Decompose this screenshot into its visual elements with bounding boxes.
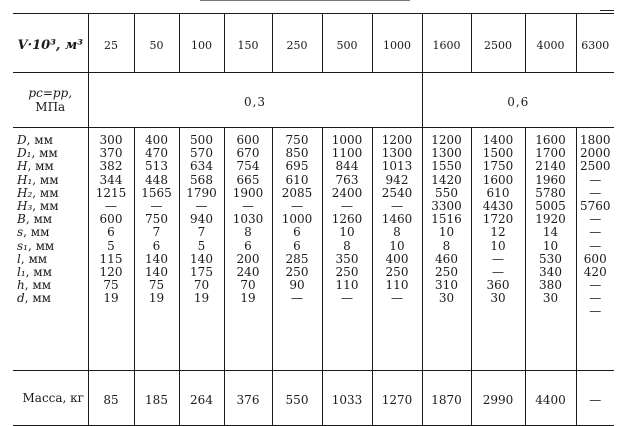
dimension-value: 30 bbox=[438, 291, 455, 306]
dimension-value: — bbox=[291, 291, 303, 306]
mass-label-cell bbox=[13, 371, 88, 426]
dimension-value: 1300 bbox=[431, 146, 462, 161]
dimension-value: 2400 bbox=[331, 185, 363, 200]
dimension-value: — bbox=[341, 198, 353, 213]
mass-cell bbox=[134, 371, 179, 426]
dimension-value: 610 bbox=[285, 172, 309, 187]
dimension-value: 1750 bbox=[482, 159, 514, 174]
dimension-value: 754 bbox=[236, 159, 260, 174]
mass-value: 1270 bbox=[381, 392, 413, 407]
dimension-value: — bbox=[589, 238, 602, 253]
dimension-value: 350 bbox=[335, 251, 359, 266]
dimension-value: 550 bbox=[435, 185, 458, 200]
dimension-value: 110 bbox=[385, 278, 409, 293]
dimension-value: 6 bbox=[293, 238, 301, 253]
pressure-row bbox=[13, 73, 614, 128]
volume-header-cell bbox=[13, 14, 88, 73]
volume-value: 1000 bbox=[383, 38, 411, 52]
dimension-value bbox=[135, 305, 179, 318]
dimension-value: 1900 bbox=[232, 185, 264, 200]
dimension-value: — bbox=[589, 291, 602, 306]
dimension-value: 6 bbox=[293, 225, 301, 240]
dimension-unit: , мм bbox=[27, 159, 54, 174]
dimension-value: 942 bbox=[385, 172, 409, 187]
pressure-value-high: 0,6 bbox=[507, 94, 530, 109]
dimension-symbol: D₁ bbox=[17, 146, 32, 161]
dimension-value: 300 bbox=[99, 133, 123, 147]
volume-value: 2500 bbox=[484, 38, 512, 52]
dimension-value: 750 bbox=[145, 212, 168, 227]
dimension-column bbox=[322, 128, 372, 371]
dimension-symbol: H₂ bbox=[17, 185, 33, 200]
pressure-group-low bbox=[88, 73, 422, 128]
dimension-value: 120 bbox=[99, 264, 123, 279]
dimension-value: 90 bbox=[289, 278, 305, 293]
dimension-value: 2540 bbox=[381, 185, 413, 200]
dimension-value: 1100 bbox=[331, 146, 363, 161]
dimension-value: 600 bbox=[583, 251, 607, 266]
dimension-value: 10 bbox=[490, 238, 506, 253]
dimension-value: 1215 bbox=[95, 185, 127, 200]
volume-value: 1600 bbox=[432, 38, 461, 52]
dimension-unit: , мм bbox=[32, 198, 59, 213]
dimension-value: 175 bbox=[190, 264, 213, 279]
dimension-value: 110 bbox=[335, 278, 359, 293]
dimension-value: 530 bbox=[539, 251, 562, 266]
pressure-unit: МПа bbox=[35, 100, 66, 114]
volume-value: 25 bbox=[104, 38, 118, 52]
mass-row bbox=[13, 371, 614, 426]
dimension-value: 1200 bbox=[381, 133, 413, 147]
dimension-unit: , мм bbox=[32, 185, 59, 200]
volume-cell bbox=[471, 14, 525, 73]
dimension-value: — bbox=[150, 198, 163, 213]
dimension-value: 3300 bbox=[431, 198, 462, 213]
dimension-value: 670 bbox=[236, 146, 260, 161]
dimension-value: 695 bbox=[285, 159, 309, 174]
dimension-value: 5 bbox=[107, 238, 115, 253]
mass-value: 264 bbox=[190, 392, 213, 407]
dimension-value: 19 bbox=[148, 291, 165, 306]
dimension-value: 568 bbox=[190, 172, 213, 187]
dimension-value: — bbox=[492, 264, 504, 279]
dimension-symbol: s₁ bbox=[17, 238, 28, 253]
dimension-value: — bbox=[341, 291, 353, 306]
mass-value: 1033 bbox=[331, 392, 363, 407]
dimension-value: 448 bbox=[145, 172, 168, 187]
dimension-value: 400 bbox=[145, 133, 168, 147]
dimension-unit: , мм bbox=[31, 146, 58, 161]
dimension-value: 140 bbox=[145, 251, 168, 266]
mass-cell bbox=[576, 371, 614, 426]
dimensions-row bbox=[13, 128, 614, 371]
dimension-value: 1400 bbox=[482, 133, 514, 147]
dimension-value: 10 bbox=[339, 225, 355, 240]
dimension-value: — bbox=[195, 198, 208, 213]
dimension-value: 1565 bbox=[141, 185, 172, 200]
dimension-column bbox=[272, 128, 322, 371]
dimension-unit: , мм bbox=[24, 278, 52, 293]
top-right-dash bbox=[600, 10, 614, 11]
dimension-value: 400 bbox=[385, 251, 409, 266]
dimension-unit: , мм bbox=[24, 291, 51, 306]
dimension-value: — bbox=[242, 198, 254, 213]
dimension-value: 380 bbox=[539, 278, 562, 293]
dimension-value: 250 bbox=[435, 264, 458, 279]
dimension-value: 470 bbox=[145, 146, 168, 161]
pressure-group-high bbox=[422, 73, 614, 128]
dimension-value: 250 bbox=[335, 264, 359, 279]
volume-cell bbox=[372, 14, 422, 73]
dimension-value: 7 bbox=[197, 225, 206, 240]
mass-value: 85 bbox=[103, 392, 119, 407]
dimension-value: — bbox=[589, 185, 602, 200]
dimension-value: 8 bbox=[393, 225, 401, 240]
dimension-value: 1000 bbox=[331, 133, 363, 147]
dimension-value: 250 bbox=[285, 264, 309, 279]
dimension-value: 140 bbox=[190, 251, 213, 266]
dimension-value: 1600 bbox=[535, 133, 566, 147]
dimension-value: 1720 bbox=[482, 212, 514, 227]
dimension-value: 1550 bbox=[431, 159, 462, 174]
volume-value: 500 bbox=[336, 38, 358, 52]
mass-cell bbox=[525, 371, 576, 426]
dimension-value: 310 bbox=[435, 278, 458, 293]
volume-value: 250 bbox=[286, 38, 308, 52]
dimension-value: 19 bbox=[103, 291, 119, 306]
dimension-value: 1600 bbox=[482, 172, 514, 187]
dimension-value: 1516 bbox=[431, 212, 462, 227]
mass-label: Масса, кг bbox=[22, 391, 84, 405]
dimension-symbol: B bbox=[17, 212, 26, 227]
dimension-column bbox=[576, 128, 614, 371]
dimension-value: — bbox=[589, 212, 602, 227]
dimension-value: 8 bbox=[343, 238, 351, 253]
top-border-mark bbox=[200, 0, 410, 4]
dimension-unit: , мм bbox=[25, 264, 52, 279]
dimension-value: 420 bbox=[583, 264, 607, 279]
mass-value: 1870 bbox=[431, 392, 462, 407]
dimension-value: 1000 bbox=[281, 212, 313, 227]
dimension-value: 5780 bbox=[535, 185, 566, 200]
dimension-value: 200 bbox=[236, 251, 260, 266]
dimension-label-list bbox=[13, 134, 88, 305]
dimension-symbol: l bbox=[17, 251, 21, 266]
dimension-column bbox=[134, 128, 179, 371]
dimension-value: 460 bbox=[435, 251, 458, 266]
dimension-value: — bbox=[589, 172, 602, 187]
volume-value: 4000 bbox=[536, 38, 565, 52]
dimension-value: 5005 bbox=[535, 198, 566, 213]
dimension-value: — bbox=[492, 251, 504, 266]
volume-cell bbox=[322, 14, 372, 73]
dimension-value: 1200 bbox=[431, 133, 462, 147]
dimension-value: 10 bbox=[389, 238, 405, 253]
dimension-value: 513 bbox=[145, 159, 168, 174]
dimension-column bbox=[224, 128, 272, 371]
dimension-value: 340 bbox=[539, 264, 562, 279]
dimension-value bbox=[526, 305, 576, 318]
dimension-value: 1500 bbox=[482, 146, 514, 161]
volume-cell bbox=[224, 14, 272, 73]
dimension-unit: , мм bbox=[32, 172, 59, 187]
dimension-value: 75 bbox=[103, 278, 119, 293]
mass-value: — bbox=[589, 392, 602, 407]
dimension-value: — bbox=[391, 198, 403, 213]
dimension-value: 2000 bbox=[579, 146, 611, 161]
dimension-value bbox=[225, 305, 272, 318]
volume-cell bbox=[272, 14, 322, 73]
specification-table bbox=[13, 13, 614, 426]
volume-header-row bbox=[13, 14, 614, 73]
dimension-unit: , мм bbox=[25, 212, 53, 227]
dimension-value bbox=[89, 305, 134, 318]
dimension-symbol: l₁ bbox=[17, 264, 26, 279]
dimension-value: 610 bbox=[486, 185, 510, 200]
dimension-column bbox=[88, 128, 134, 371]
dimension-column bbox=[422, 128, 471, 371]
dimension-value: 750 bbox=[285, 133, 309, 147]
dimension-value: — bbox=[105, 198, 117, 213]
dimension-value: 940 bbox=[190, 212, 213, 227]
dimension-value: 1960 bbox=[535, 172, 566, 187]
dimension-unit: , мм bbox=[26, 133, 53, 147]
dimension-labels-cell bbox=[13, 128, 88, 371]
dimension-value bbox=[373, 305, 422, 318]
dimension-value: — bbox=[589, 278, 602, 293]
pressure-value-low: 0,3 bbox=[243, 94, 267, 109]
dimension-value: — bbox=[291, 198, 303, 213]
dimension-value: 19 bbox=[193, 291, 210, 306]
dimension-value: 665 bbox=[236, 172, 260, 187]
dimension-value: 850 bbox=[285, 146, 309, 161]
mass-cell bbox=[272, 371, 322, 426]
volume-value: 6300 bbox=[581, 38, 610, 52]
dimension-value: 1420 bbox=[431, 172, 462, 187]
dimension-value: — bbox=[391, 291, 403, 306]
dimension-value: 75 bbox=[148, 278, 165, 293]
dimension-value: 70 bbox=[240, 278, 256, 293]
dimension-value: 1920 bbox=[535, 212, 566, 227]
mass-cell bbox=[179, 371, 224, 426]
dimension-value: 600 bbox=[236, 133, 260, 147]
dimension-value: 30 bbox=[490, 291, 506, 306]
dimension-symbol: H₁ bbox=[17, 172, 33, 187]
dimension-unit: , мм bbox=[20, 251, 48, 266]
dimension-value: — bbox=[589, 225, 602, 240]
dimension-unit: , мм bbox=[23, 225, 50, 240]
dimension-value: 8 bbox=[442, 238, 451, 253]
dimension-value: 1800 bbox=[579, 133, 611, 147]
dimension-value: 570 bbox=[190, 146, 213, 161]
dimension-value bbox=[323, 305, 372, 318]
dimension-value: 1030 bbox=[232, 212, 264, 227]
dimension-value: 634 bbox=[190, 159, 213, 174]
dimension-value: 6 bbox=[244, 238, 252, 253]
dimension-column bbox=[372, 128, 422, 371]
dimension-value bbox=[273, 305, 322, 318]
dimension-value: 844 bbox=[335, 159, 359, 174]
dimension-unit: , мм bbox=[27, 238, 55, 253]
volume-cell bbox=[576, 14, 614, 73]
dimension-value: 14 bbox=[542, 225, 559, 240]
dimension-value: — bbox=[589, 304, 602, 319]
dimension-value: 12 bbox=[490, 225, 506, 240]
mass-value: 2990 bbox=[482, 392, 514, 407]
dimension-value: 382 bbox=[99, 159, 123, 174]
mass-cell bbox=[471, 371, 525, 426]
dimension-value: 370 bbox=[99, 146, 123, 161]
volume-value: 50 bbox=[149, 38, 164, 52]
dimension-value: 19 bbox=[240, 291, 256, 306]
dimension-value: 1013 bbox=[381, 159, 413, 174]
dimension-value: 2085 bbox=[281, 185, 313, 200]
dimension-value: 2500 bbox=[579, 159, 611, 174]
dimension-symbol: H₃ bbox=[17, 198, 33, 213]
volume-value: 150 bbox=[237, 38, 259, 52]
volume-cell bbox=[422, 14, 471, 73]
dimension-value: 5 bbox=[197, 238, 206, 253]
dimension-value: 6 bbox=[152, 238, 161, 253]
dimension-column bbox=[471, 128, 525, 371]
dimension-symbol: H bbox=[17, 159, 28, 174]
dimension-value: 1260 bbox=[331, 212, 363, 227]
dimension-value bbox=[180, 305, 224, 318]
dimension-value: 2140 bbox=[535, 159, 566, 174]
mass-value: 4400 bbox=[535, 392, 566, 407]
dimension-value: 240 bbox=[236, 264, 260, 279]
dimension-column bbox=[525, 128, 576, 371]
dimension-value: 285 bbox=[285, 251, 309, 266]
volume-cell bbox=[179, 14, 224, 73]
dimension-label bbox=[17, 292, 88, 305]
volume-cell bbox=[88, 14, 134, 73]
volume-header-label: V·10³, м³ bbox=[17, 37, 83, 53]
pressure-label-cell bbox=[13, 73, 88, 128]
dimension-value: 600 bbox=[99, 212, 123, 227]
dimension-value: 1790 bbox=[186, 185, 217, 200]
dimension-value bbox=[423, 305, 471, 318]
dimension-symbol: D bbox=[17, 133, 27, 147]
mass-cell bbox=[224, 371, 272, 426]
dimension-value: 1460 bbox=[381, 212, 413, 227]
dimension-value: 250 bbox=[385, 264, 409, 279]
dimension-value: 70 bbox=[193, 278, 210, 293]
mass-value: 376 bbox=[236, 392, 260, 407]
dimension-symbol: s bbox=[17, 225, 24, 240]
dimension-value bbox=[472, 305, 525, 318]
volume-value: 100 bbox=[191, 38, 212, 52]
mass-value: 185 bbox=[145, 392, 168, 407]
mass-cell bbox=[322, 371, 372, 426]
mass-cell bbox=[422, 371, 471, 426]
dimension-column bbox=[179, 128, 224, 371]
mass-cell bbox=[88, 371, 134, 426]
dimension-value: 4430 bbox=[482, 198, 514, 213]
volume-cell bbox=[525, 14, 576, 73]
dimension-symbol: h bbox=[17, 278, 25, 293]
dimension-value: 763 bbox=[335, 172, 359, 187]
dimension-value: 344 bbox=[99, 172, 123, 187]
dimension-value: 360 bbox=[486, 278, 510, 293]
dimension-value: 115 bbox=[99, 251, 123, 266]
dimension-value: 8 bbox=[244, 225, 252, 240]
dimension-value: 500 bbox=[190, 133, 213, 147]
dimension-value: 10 bbox=[542, 238, 559, 253]
dimension-value: 30 bbox=[542, 291, 559, 306]
dimension-value: 7 bbox=[152, 225, 161, 240]
dimension-value: 10 bbox=[438, 225, 455, 240]
dimension-symbol: d bbox=[17, 291, 25, 306]
dimension-value: 5760 bbox=[579, 198, 611, 213]
dimension-value: 1300 bbox=[381, 146, 413, 161]
dimension-value: 140 bbox=[145, 264, 168, 279]
pressure-label: pc=pp, bbox=[28, 86, 73, 100]
dimension-value: 6 bbox=[107, 225, 115, 240]
mass-value: 550 bbox=[285, 392, 309, 407]
dimension-value: 1700 bbox=[535, 146, 566, 161]
mass-cell bbox=[372, 371, 422, 426]
volume-cell bbox=[134, 14, 179, 73]
